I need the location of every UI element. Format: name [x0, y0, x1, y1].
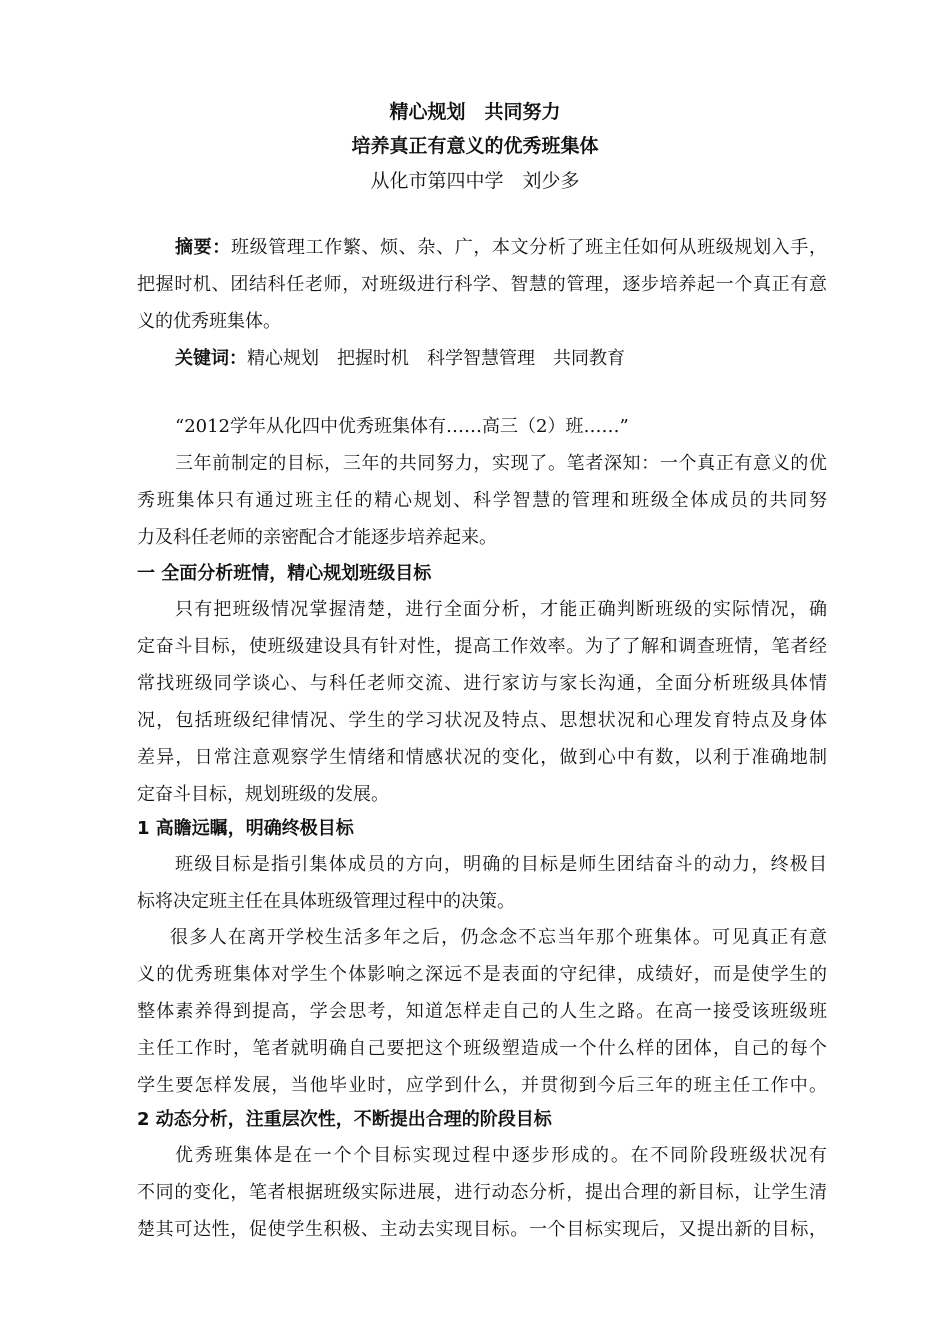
section-1-line-5: 差异，日常注意观察学生情绪和情感状况的变化，做到心中有数，以利于准确地制 — [137, 747, 827, 768]
intro-line-2: 秀班集体只有通过班主任的精心规划、科学智慧的管理和班级全体成员的共同努 — [137, 490, 827, 511]
section-1-line-6: 定奋斗目标，规划班级的发展。 — [137, 784, 389, 805]
intro-line-3: 力及科任老师的亲密配合才能逐步培养起来。 — [137, 527, 497, 548]
title-line-2: 培养真正有意义的优秀班集体 — [351, 135, 599, 157]
section-1-heading: 一 全面分析班情，精心规划班级目标 — [137, 563, 432, 584]
section-1-line-2: 定奋斗目标，使班级建设具有针对性，提高工作效率。为了了解和调查班情，笔者经 — [137, 636, 827, 657]
subsection-1-b-line-4: 主任工作时，笔者就明确自己要把这个班级塑造成一个什么样的团体，自己的每个 — [137, 1038, 827, 1059]
section-1-line-4: 况，包括班级纪律情况、学生的学习状况及特点、思想状况和心理发育特点及身体 — [137, 710, 827, 731]
keywords-label: 关键词： — [175, 348, 247, 369]
subsection-2-heading: 2 动态分析，注重层次性，不断提出合理的阶段目标 — [137, 1109, 552, 1130]
subsection-1-b-line-3: 整体素养得到提高，学会思考，知道怎样走自己的人生之路。在高一接受该班级班 — [137, 1001, 827, 1022]
intro-quote: “2012学年从化四中优秀班集体有……高三（2）班……” — [175, 416, 629, 437]
subsection-2-line-2: 不同的变化，笔者根据班级实际进展，进行动态分析，提出合理的新目标，让学生清 — [137, 1182, 827, 1203]
subsection-1-b-line-5: 学生要怎样发展，当他毕业时，应学到什么，并贯彻到今后三年的班主任工作中。 — [137, 1075, 827, 1096]
abstract-line-3: 义的优秀班集体。 — [137, 311, 281, 332]
subsection-1-a-line-2: 标将决定班主任在具体班级管理过程中的决策。 — [137, 891, 515, 912]
subsection-2-line-1: 优秀班集体是在一个个目标实现过程中逐步形成的。在不同阶段班级状况有 — [175, 1145, 827, 1166]
subsection-1-heading: 1 高瞻远瞩，明确终极目标 — [137, 818, 354, 839]
subsection-2-line-3: 楚其可达性，促使学生积极、主动去实现目标。一个目标实现后，又提出新的目标， — [137, 1219, 827, 1240]
subsection-1-b-line-1: 很多人在离开学校生活多年之后，仍念念不忘当年那个班集体。可见真正有意 — [170, 927, 827, 948]
intro-line-1: 三年前制定的目标，三年的共同努力，实现了。笔者深知：一个真正有意义的优 — [175, 453, 827, 474]
abstract-label: 摘要： — [175, 237, 231, 258]
section-1-line-3: 常找班级同学谈心、与科任老师交流、进行家访与家长沟通，全面分析班级具体情 — [137, 673, 827, 694]
keywords-line: 关键词：精心规划 把握时机 科学智慧管理 共同教育 — [175, 348, 625, 369]
abstract-line-1: 摘要：班级管理工作繁、烦、杂、广，本文分析了班主任如何从班级规划入手， — [175, 237, 827, 258]
author-line: 从化市第四中学 刘少多 — [370, 170, 580, 192]
abstract-line-2: 把握时机、团结科任老师，对班级进行科学、智慧的管理，逐步培养起一个真正有意 — [137, 274, 827, 295]
subsection-1-a-line-1: 班级目标是指引集体成员的方向，明确的目标是师生团结奋斗的动力，终极目 — [175, 854, 827, 875]
section-1-line-1: 只有把班级情况掌握清楚，进行全面分析，才能正确判断班级的实际情况，确 — [175, 599, 827, 620]
subsection-1-b-line-2: 义的优秀班集体对学生个体影响之深远不是表面的守纪律，成绩好，而是使学生的 — [137, 964, 827, 985]
title-line-1: 精心规划 共同努力 — [389, 101, 561, 123]
